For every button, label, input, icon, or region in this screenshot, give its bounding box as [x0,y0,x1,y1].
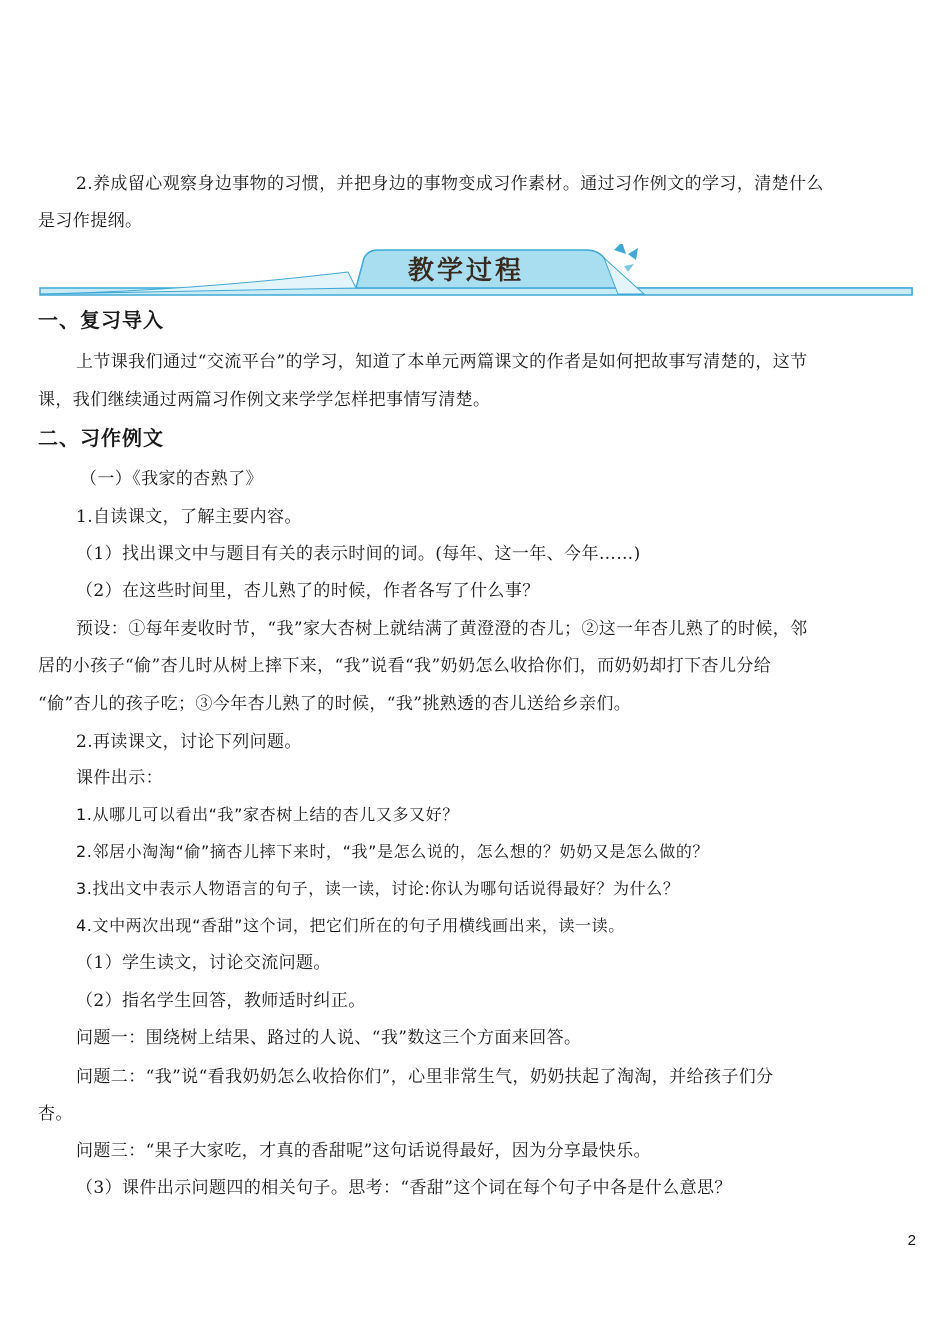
page-number: 2 [907,1232,916,1249]
courseware-item: 3.找出文中表示人物语言的句子，读一读，讨论:你认为哪句话说得最好？为什么？ [76,879,680,898]
preset-line3: “偷”杏儿的孩子吃；③今年杏儿熟了的时候，“我”挑熟透的杏儿送给乡亲们。 [38,694,632,714]
activity-3: （3）课件出示问题四的相关句子。思考：“香甜”这个词在每个句子中各是什么意思？ [76,1178,732,1198]
question-2: （2）在这些时间里，杏儿熟了的时候，作者各写了什么事？ [76,581,540,601]
review-line2: 课，我们继续通过两篇习作例文来学学怎样把事情写清楚。 [38,390,491,410]
courseware-item: 4.文中两次出现“香甜”这个词，把它们所在的句子用横线画出来，读一读。 [76,916,625,935]
sub-title: （一）《我家的杏熟了》 [80,469,263,489]
goal-2-line2: 是习作提纲。 [38,211,143,231]
step-1: 1.自读课文，了解主要内容。 [76,507,302,527]
section-1-heading: 一、复习导入 [38,308,164,332]
teaching-process-banner [38,244,914,300]
preset-line1: 预设：①每年麦收时节，“我”家大杏树上就结满了黄澄澄的杏儿；②这一年杏儿熟了的时候，邻 [76,619,808,639]
activity-1: （1）学生读文，讨论交流问题。 [76,953,331,973]
goal-2-line1: 2.养成留心观察身边事物的习惯，并把身边的事物变成习作素材。通过习作例文的学习，清楚什么 [76,174,824,194]
answer-2-line1: 问题二：“我”说“看我奶奶怎么收拾你们”，心里非常生气，奶奶扶起了淘淘，并给孩子们分 [76,1067,774,1087]
section-2-heading: 二、习作例文 [38,426,164,450]
courseware-item: 1.从哪儿可以看出“我”家杏树上结的杏儿又多又好？ [76,805,459,824]
courseware-item: 2.邻居小淘淘“偷”摘杏儿摔下来时，“我”是怎么说的，怎么想的？奶奶又是怎么做的？ [76,842,710,861]
answer-3: 问题三：“果子大家吃，才真的香甜呢”这句话说得最好，因为分享最快乐。 [76,1141,651,1161]
preset-line2: 居的小孩子“偷”杏儿时从树上摔下来，“我”说看“我”奶奶怎么收拾你们，而奶奶却打下杏儿分给 [38,656,772,676]
answer-2-line2: 杏。 [38,1104,73,1124]
courseware-label: 课件出示： [76,768,163,788]
question-1: （1）找出课文中与题目有关的表示时间的词。(每年、这一年、今年……) [76,544,641,564]
banner-title: 教学过程 [408,256,525,286]
answer-1: 问题一：围绕树上结果、路过的人说、“我”数这三个方面来回答。 [76,1028,582,1048]
step-2: 2.再读课文，讨论下列问题。 [76,732,302,752]
activity-2: （2）指名学生回答，教师适时纠正。 [76,991,366,1011]
review-line1: 上节课我们通过“交流平台”的学习，知道了本单元两篇课文的作者是如何把故事写清楚的，这节 [76,352,808,372]
